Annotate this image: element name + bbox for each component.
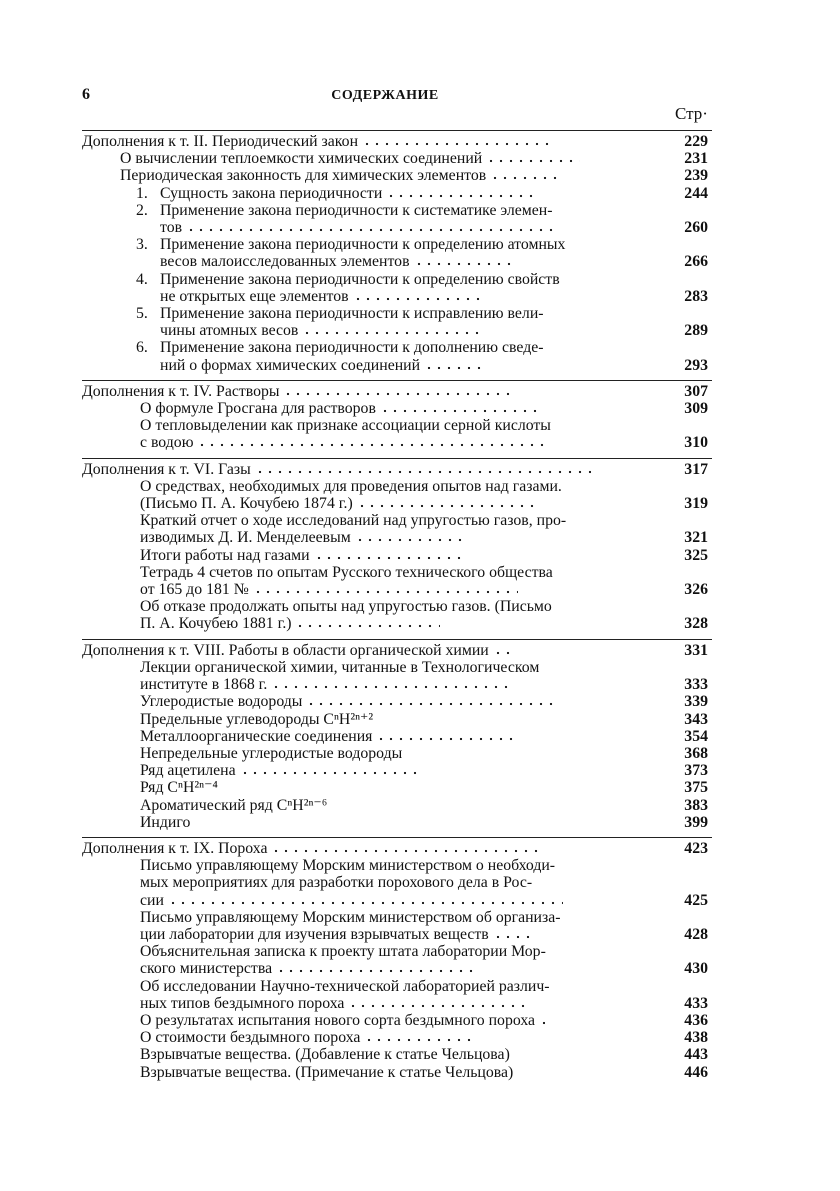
toc-entry-page: 317 [684, 460, 708, 478]
toc-entry-title-line: П. А. Кочубею 1881 г.) [140, 615, 292, 633]
toc-entry-page: 328 [684, 615, 708, 633]
toc-entry-page: 266 [684, 253, 708, 271]
toc-entry [82, 150, 712, 167]
toc-entry [82, 797, 712, 814]
toc-entry-title-continuation [136, 253, 650, 270]
dot-leader [493, 935, 533, 939]
toc-entry-page: 425 [684, 891, 708, 909]
dot-leader [168, 901, 563, 905]
toc-entry-title: Ряд ацетилена [140, 762, 236, 780]
toc-entry-title: Предельные углеводороды CⁿH²ⁿ⁺² [140, 710, 374, 728]
toc-entry-title-continuation [140, 874, 650, 891]
toc-entry-title: Дополнения к т. II. Периодический закон [82, 133, 359, 150]
toc-entry [82, 978, 712, 1012]
toc-entry-title: Индиго [140, 813, 191, 831]
dot-leader [364, 1038, 472, 1042]
toc-entry [82, 1046, 712, 1063]
toc-entry-page: 310 [684, 434, 708, 452]
toc-entry-title-line: сии [140, 891, 164, 909]
toc-entry [82, 711, 712, 728]
toc-entry [82, 598, 712, 632]
toc-entry-title: Ряд CⁿH²ⁿ⁻⁴ [140, 779, 218, 797]
toc-entry [82, 1012, 712, 1029]
toc-entry-title-line: ний о формах химических соединений [160, 356, 421, 374]
dot-leader [380, 409, 542, 413]
toc-entry [82, 693, 712, 710]
toc-entry-page: 333 [684, 676, 708, 694]
toc-entry [82, 305, 712, 339]
dot-leader [493, 651, 513, 655]
dot-leader [271, 849, 541, 853]
dot-leader [271, 685, 511, 689]
dot-leader [283, 392, 515, 396]
toc-entry-page: 321 [684, 529, 708, 547]
toc-entry-page: 229 [684, 133, 708, 150]
toc-entry-page: 326 [684, 581, 708, 599]
dot-leader [295, 624, 440, 628]
page-title: СОДЕРЖАНИЕ [331, 88, 439, 103]
toc-entry-number: 3. [136, 236, 148, 254]
toc-section [82, 639, 712, 831]
toc-entry-title: Применение закона периодичности к дополнению сведе- [160, 339, 544, 357]
toc-entry-title: Дополнения к т. VIII. Работы в области органической химии [82, 641, 489, 659]
toc-entry [82, 1029, 712, 1046]
dot-leader [186, 228, 556, 232]
toc-entry-page: 231 [684, 150, 708, 168]
toc-entry-title-line: мых мероприятиях для разработки порохового дела в Рос- [140, 874, 533, 892]
toc-entry [82, 202, 712, 236]
toc-entry-title: Применение закона периодичности к определению свойств [160, 270, 560, 288]
dot-leader [253, 590, 518, 594]
toc-entry-title-line: ных типов бездымного пороха [140, 994, 345, 1012]
toc-entry-title: Письмо управляющему Морским министерством об организа- [140, 908, 561, 926]
toc-entry [82, 547, 712, 564]
toc-entry-title-continuation [140, 495, 650, 512]
toc-entry-title: Применение закона периодичности к систематике элемен- [160, 201, 553, 219]
toc-entry-page: 260 [684, 219, 708, 237]
toc-entry-page: 433 [684, 994, 708, 1012]
toc-entry-page: 375 [684, 779, 708, 797]
toc-entry-title: Применение закона периодичности к исправлению вели- [160, 305, 544, 323]
toc-entry-page: 283 [684, 287, 708, 305]
dot-leader [362, 142, 552, 146]
toc-entry [82, 1064, 712, 1081]
toc-entry [82, 400, 712, 417]
dot-leader [414, 262, 514, 266]
toc-section-heading [82, 461, 712, 478]
toc-entry-page: 307 [684, 382, 708, 400]
dot-leader [302, 331, 480, 335]
toc-entry-title-line: от 165 до 181 № [140, 581, 249, 599]
toc-entry [82, 779, 712, 796]
toc-entry [82, 857, 712, 909]
toc-entry-title-line: не открытых еще элементов [160, 287, 349, 305]
dot-leader [490, 176, 557, 180]
toc-entry-page: 428 [684, 925, 708, 943]
toc-entry [82, 814, 712, 831]
dot-leader [376, 737, 515, 741]
dot-leader [357, 504, 537, 508]
dot-leader [197, 443, 547, 447]
toc-entry-title: О формуле Гросгана для растворов [140, 400, 376, 418]
dot-leader [306, 702, 553, 706]
toc-section [82, 837, 712, 1081]
toc-entry-title-line: весов малоисследованных элементов [160, 253, 410, 271]
dot-leader [386, 194, 536, 198]
toc-entry-title: Углеродистые водороды [140, 693, 303, 711]
toc-entry-page: 436 [684, 1011, 708, 1029]
toc-entry-title: О стоимости бездымного пороха [140, 1029, 361, 1047]
dot-leader [276, 969, 476, 973]
toc-entry-title: Ароматический ряд CⁿH²ⁿ⁻⁶ [140, 796, 328, 814]
toc-section-heading [82, 840, 712, 857]
dot-leader [424, 366, 484, 370]
toc-entry-title-continuation [136, 219, 650, 236]
toc-entry-title-continuation [140, 926, 650, 943]
toc-section-heading [82, 383, 712, 400]
dot-leader [355, 538, 467, 542]
toc-entry [82, 745, 712, 762]
toc-entry-page: 293 [684, 356, 708, 374]
toc-entry-page: 239 [684, 167, 708, 185]
toc-entry-title-continuation [136, 322, 650, 339]
page-column-label: Стр· [675, 104, 708, 123]
toc-entry-title: О результатах испытания нового сорта бездымного пороха [140, 1011, 536, 1029]
toc-entry-title-continuation [140, 960, 650, 977]
toc-entry-page: 309 [684, 400, 708, 418]
toc-entry-title: Дополнения к т. IV. Растворы [82, 382, 280, 400]
table-of-contents [82, 130, 712, 1087]
toc-entry-title-continuation [140, 529, 650, 546]
toc-entry-title-continuation [140, 581, 650, 598]
toc-entry-title: Дополнения к т. VI. Газы [82, 460, 251, 478]
toc-entry-page: 383 [684, 796, 708, 814]
toc-entry [82, 236, 712, 270]
toc-entry-page: 339 [684, 693, 708, 711]
toc-entry-title: О вычислении теплоемкости химических соединений [120, 150, 483, 168]
toc-entry-page: 438 [684, 1029, 708, 1047]
toc-entry [82, 659, 712, 693]
toc-entry-page: 430 [684, 960, 708, 978]
toc-entry-title-line: изводимых Д. И. Менделеевым [140, 529, 351, 547]
toc-entry-page: 331 [684, 641, 708, 659]
toc-entry-title: Письмо управляющему Морским министерством о необходи- [140, 857, 556, 875]
toc-entry-page: 325 [684, 546, 708, 564]
toc-entry [82, 478, 712, 512]
toc-entry-title-continuation [136, 357, 650, 374]
dot-leader [539, 1021, 545, 1025]
toc-entry-page: 343 [684, 710, 708, 728]
toc-entry-page: 244 [684, 184, 708, 202]
toc-entry [82, 943, 712, 977]
toc-entry [82, 909, 712, 943]
toc-entry-title-continuation [140, 615, 650, 632]
page-header [80, 86, 690, 108]
toc-entry [82, 339, 712, 373]
toc-entry [82, 728, 712, 745]
dot-leader [240, 771, 420, 775]
toc-entry-title-continuation [140, 434, 650, 451]
toc-entry-page: 368 [684, 744, 708, 762]
toc-entry-title: О средствах, необходимых для проведения опытов над газами. [140, 477, 562, 495]
toc-entry-page: 319 [684, 495, 708, 513]
dot-leader [255, 470, 591, 474]
toc-entry-title: Об исследовании Научно-технической лабораторией различ- [140, 977, 550, 995]
dot-leader [353, 297, 483, 301]
toc-entry-title-continuation [140, 892, 650, 909]
toc-entry [82, 512, 712, 546]
toc-entry-title: Взрывчатые вещества. (Добавление к статье Чельцова) [140, 1046, 510, 1064]
toc-entry-page: 423 [684, 839, 708, 857]
toc-entry [82, 185, 712, 202]
toc-entry-title-continuation [140, 995, 650, 1012]
toc-entry-title: Тетрадь 4 счетов по опытам Русского технического общества [140, 563, 553, 581]
toc-entry-title: Сущность закона периодичности [160, 184, 383, 202]
toc-entry-title-line: чины атомных весов [160, 322, 299, 340]
toc-entry-title: Объяснительная записка к проекту штата лаборатории Мор- [140, 943, 546, 961]
toc-entry-title-line: (Письмо П. А. Кочубею 1874 г.) [140, 495, 353, 513]
toc-entry-page: 443 [684, 1046, 708, 1064]
toc-entry-number: 6. [136, 339, 148, 357]
toc-entry-title-line: тов [160, 219, 183, 237]
toc-entry-title: Металлоорганические соединения [140, 727, 373, 745]
toc-entry-title: Краткий отчет о ходе исследований над упругостью газов, про- [140, 512, 567, 530]
toc-section-heading [82, 642, 712, 659]
toc-entry [82, 271, 712, 305]
toc-entry-title: Периодическая законность для химических элементов [120, 167, 487, 185]
toc-entry [82, 167, 712, 184]
dot-leader [314, 556, 466, 560]
dot-leader [486, 159, 580, 163]
toc-entry-title: Применение закона периодичности к определению атомных [160, 236, 566, 254]
toc-entry-number: 5. [136, 305, 148, 323]
toc-entry-title: Взрывчатые вещества. (Примечание к статье Чельцова) [140, 1063, 514, 1081]
toc-entry [82, 762, 712, 779]
page-number: 6 [82, 86, 90, 103]
toc-entry-title: Об отказе продолжать опыты над упругостью газов. (Письмо [140, 598, 552, 616]
toc-entry-title: О тепловыделении как признаке ассоциации серной кислоты [140, 417, 551, 435]
toc-entry-number: 4. [136, 270, 148, 288]
toc-entry-title: Непредельные углеродистые водороды [140, 744, 403, 762]
toc-section [82, 380, 712, 452]
toc-section-heading [82, 133, 712, 150]
toc-entry-title: Итоги работы над газами [140, 546, 310, 564]
toc-entry-page: 399 [684, 813, 708, 831]
toc-section [82, 130, 712, 374]
toc-entry [82, 564, 712, 598]
toc-entry-title-line: институте в 1868 г. [140, 676, 268, 694]
toc-entry-title-line: ции лаборатории для изучения взрывчатых веществ [140, 925, 489, 943]
toc-entry-page: 354 [684, 727, 708, 745]
toc-section [82, 458, 712, 633]
toc-entry-title: Дополнения к т. IX. Пороха [82, 839, 268, 857]
toc-entry-page: 289 [684, 322, 708, 340]
toc-entry-page: 446 [684, 1063, 708, 1081]
toc-entry-page: 373 [684, 762, 708, 780]
toc-entry-title-continuation [136, 288, 650, 305]
toc-entry [82, 417, 712, 451]
toc-entry-title-line: ского министерства [140, 960, 273, 978]
toc-entry-title-line: с водою [140, 434, 194, 452]
toc-entry-number: 1. [136, 184, 148, 202]
toc-entry-number: 2. [136, 201, 148, 219]
toc-entry-title-continuation [140, 676, 650, 693]
toc-entry-title: Лекции органической химии, читанные в Технологическом [140, 658, 540, 676]
dot-leader [348, 1004, 528, 1008]
